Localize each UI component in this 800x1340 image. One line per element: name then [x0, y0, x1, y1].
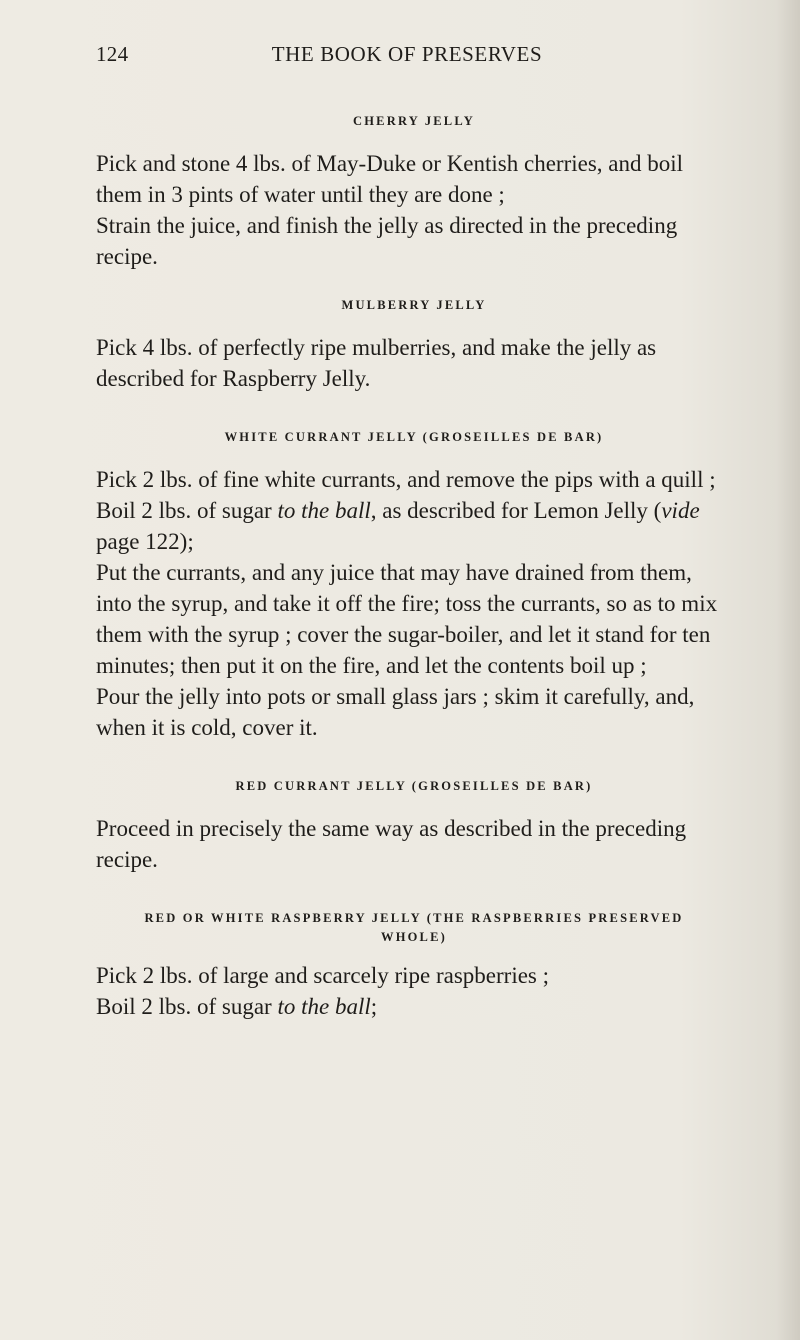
paragraph: Pick 2 lbs. of large and scarcely ripe raspberries ; — [96, 963, 550, 988]
section-heading-cherry-jelly: CHERRY JELLY — [353, 114, 475, 128]
page-number: 124 — [96, 42, 129, 66]
section-heading-mulberry-jelly: MULBERRY JELLY — [341, 298, 487, 312]
section-heading-white-currant-jelly: WHITE CURRANT JELLY (GROSEILLES DE BAR) — [224, 430, 604, 444]
paragraph: Proceed in precisely the same way as described in the preceding recipe. — [96, 816, 687, 872]
page-content — [96, 112, 732, 1022]
paragraph: Boil 2 lbs. of sugar to the ball, as described for Lemon Jelly (vide page 122); — [96, 498, 700, 554]
paragraph: Boil 2 lbs. of sugar to the ball; — [96, 994, 378, 1019]
paragraph: Put the currants, and any juice that may have drained from them, into the syrup, and take it off the fire; toss the currants, so as to mix them with the syrup ; cover the sugar-boiler, and let it stand for ten minutes; then put it on the fire, and let the contents boil up ; — [96, 560, 718, 678]
section-heading-red-currant-jelly: RED CURRANT JELLY (GROSEILLES DE BAR) — [235, 779, 593, 793]
section-heading-raspberry-jelly: RED OR WHITE RASPBERRY JELLY (THE RASPBERRIES PRESERVED WHOLE) — [144, 911, 684, 944]
paragraph: Pick and stone 4 lbs. of May-Duke or Kentish cherries, and boil them in 3 pints of water until they are done ; — [96, 151, 684, 207]
paragraph: Pick 4 lbs. of perfectly ripe mulberries, and make the jelly as described for Raspberry Jelly. — [96, 335, 657, 391]
paragraph: Pour the jelly into pots or small glass jars ; skim it carefully, and, when it is cold, cover it. — [96, 684, 695, 740]
paragraph: Pick 2 lbs. of fine white currants, and remove the pips with a quill ; — [96, 467, 716, 492]
running-title: THE BOOK OF PRESERVES — [271, 42, 543, 66]
paragraph: Strain the juice, and finish the jelly as directed in the preceding recipe. — [96, 213, 678, 269]
